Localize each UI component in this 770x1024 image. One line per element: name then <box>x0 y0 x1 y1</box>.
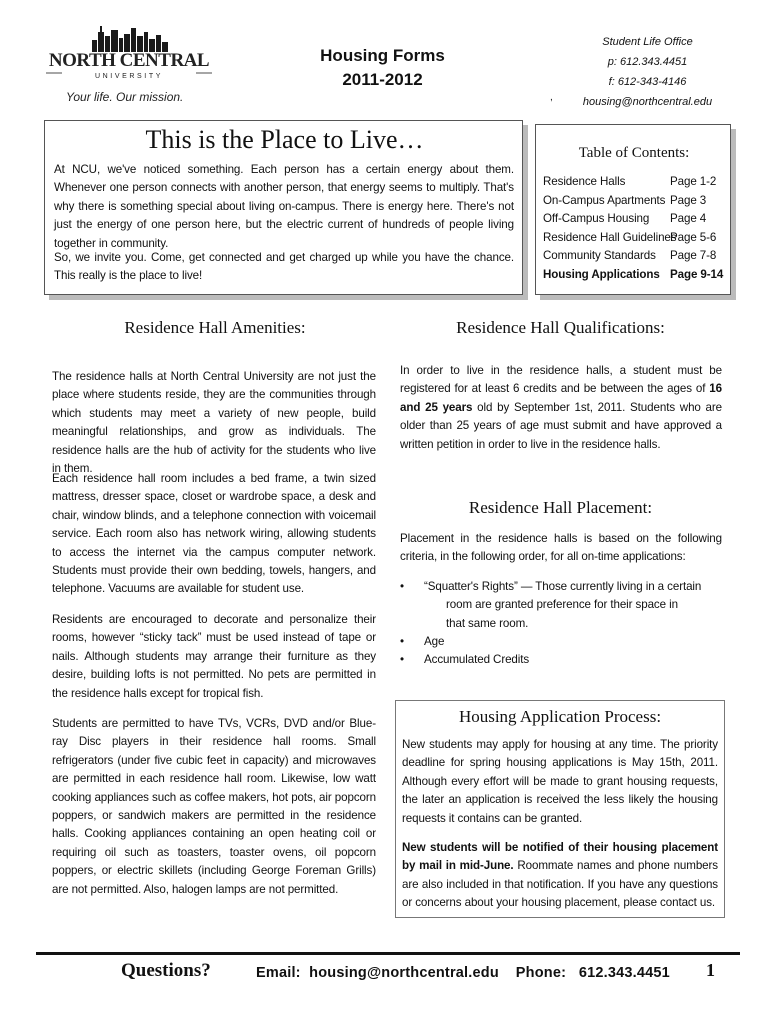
office-fax: f: 612-343-4146 <box>608 76 687 88</box>
application-paragraph-2 <box>402 839 718 913</box>
toc-row[interactable] <box>543 173 729 191</box>
office-name: Student Life Office <box>602 36 693 48</box>
bullet-dot: • <box>400 635 404 648</box>
toc-page: Page 4 <box>670 212 707 225</box>
logo-university: UNIVERSITY <box>94 73 163 80</box>
toc-row[interactable] <box>543 247 729 265</box>
placement-bullet-squatters-rights <box>400 578 722 634</box>
toc-label: Off-Campus Housing <box>543 212 650 225</box>
application-paragraph-1: New students may apply for housing at any time. The priority deadline for spring housing applications is May 15th, 2011. Although every effort will be made to grant housing requests, the later an application is received the less likely the housing requests it contains can be granted. <box>402 738 718 825</box>
toc-row[interactable] <box>543 229 729 247</box>
intro-title: This is the Place to Live… <box>145 125 424 154</box>
placement-intro: Placement in the residence halls is based on the following criteria, in the following order, for all on-time applications: <box>400 532 722 564</box>
logo-wordmark: NORTH CENTRAL <box>48 50 210 71</box>
intro-paragraph-2: So, we invite you. Come, get connected and get charged up while you have the chance. This really is the place to live! <box>54 251 514 283</box>
footer-divider <box>36 952 740 955</box>
toc-label: On-Campus Apartments <box>543 193 666 207</box>
amenities-heading: Residence Hall Amenities: <box>124 318 306 337</box>
intro-paragraph-1: At NCU, we've noticed something. Each person has a certain energy about them. Whenever one person connects with another person, that energy seems to multiply. That's why there is something special about living on-campus. There is energy here. There's not just the energy of one person here, but the electric current of hundreds of people living together in community. <box>54 163 514 250</box>
bullet-text-line1: “Squatter's Rights” — Those currently living in a certain <box>424 580 702 593</box>
toc-row[interactable] <box>543 192 729 210</box>
page-number: 1 <box>706 960 715 980</box>
toc-page: Page 9-14 <box>670 267 724 281</box>
stray-mark: , <box>550 92 553 103</box>
document-title <box>300 44 465 92</box>
application-heading: Housing Application Process: <box>458 707 662 726</box>
amenities-paragraph-1: The residence halls at North Central University are not just the place where students reside, they are the communities through which students may meet a variety of new people, build meaningful relationships, and grow as individuals. The residence halls are the hub of activity for the students who live in them. <box>52 370 376 476</box>
application-process-box <box>395 700 725 918</box>
footer-questions-label: Questions? <box>121 960 211 981</box>
application-notification-notice: New students will be notified of their housing placement by mail in mid-June. <box>402 841 718 873</box>
toc-title: Table of Contents: <box>578 145 690 161</box>
placement-bullet-credits <box>400 651 722 669</box>
toc-label: Residence Hall Guidelines <box>543 230 677 244</box>
bullet-text: Accumulated Credits <box>424 653 530 666</box>
toc-label: Community Standards <box>543 249 656 262</box>
qualifications-heading: Residence Hall Qualifications: <box>456 318 665 337</box>
office-phone: p: 612.343.4451 <box>607 56 688 68</box>
toc-page: Page 5-6 <box>670 230 717 244</box>
toc-page: Page 1-2 <box>670 175 717 188</box>
bullet-dot: • <box>400 580 404 593</box>
bullet-text-line2: room are granted preference for their space in <box>446 598 678 612</box>
toc-label: Residence Halls <box>543 175 626 188</box>
amenities-paragraph-2: Each residence hall room includes a bed frame, a twin sized mattress, dresser space, closet or wardrobe space, a desk and chair, window blinds, and a telephone connection with voicemail service. Each room also has network wiring, allowing students to access the internet via the campus computer network. Students must provide their own bedding, towels, hangers, and telephone. Vacuums are available for student use. <box>52 472 376 596</box>
qualifications-paragraph <box>400 362 722 454</box>
toc-page: Page 7-8 <box>670 249 717 262</box>
bullet-text: Age <box>424 635 445 648</box>
table-of-contents <box>535 124 731 295</box>
toc-label: Housing Applications <box>543 267 660 281</box>
application-paragraph-2-rest: Roommate names and phone numbers are also included in that notification. If you have any questions or concerns about your housing placement, please contact us. <box>402 859 718 910</box>
document-title-year: 2011-2012 <box>342 70 423 89</box>
bullet-text-line3: that same room. <box>446 616 529 630</box>
placement-bullet-age <box>400 633 722 651</box>
amenities-paragraph-4: Students are permitted to have TVs, VCRs, DVD and/or Blue-ray Disc players in their residence hall rooms. Small refrigerators (under five cubic feet in capacity) and microwaves are permitted in each residence hall room. Likewise, low watt cooking appliances such as coffee makers, hot pots, air popcorn poppers, or sandwich makers are permitted in the residence halls. Cooking appliances containing an open heating coil or requiring oil such as toasters, toaster ovens, oil popcorn poppers, or electric skillets (including George Foreman Grills) are not permitted. Also, halogen lamps are not permitted. <box>52 717 376 896</box>
qualifications-text-after: old by September 1st, 2011. Students who are older than 25 years of age must submit and have approved a written petition in order to live in the residence halls. <box>400 400 723 451</box>
office-email[interactable]: housing@northcentral.edu <box>582 96 713 108</box>
document-title-line1: Housing Forms <box>320 46 445 65</box>
office-contact-block <box>560 32 735 112</box>
toc-page: Page 3 <box>670 193 707 207</box>
qualifications-text-before: In order to live in the residence halls, a student must be registered for at least 6 credits and be between the ages of <box>400 364 722 396</box>
placement-heading: Residence Hall Placement: <box>468 498 653 517</box>
toc-row[interactable] <box>543 266 729 284</box>
bullet-dot: • <box>400 653 404 666</box>
logo-tagline: Your life. Our mission. <box>66 90 184 104</box>
intro-box <box>44 120 523 295</box>
footer-contact[interactable]: Email: housing@northcentral.edu Phone: 612.343.4451 <box>256 965 670 981</box>
toc-row[interactable] <box>543 210 729 228</box>
qualifications-age-range: 16 and 25 years <box>400 382 722 414</box>
amenities-paragraph-3: Residents are encouraged to decorate and personalize their rooms, however “sticky tack” must be used instead of tape or nails. Although students may arrange their furniture as they desire, building lofts is not permitted. No pets are permitted in the residence halls except for tropical fish. <box>52 613 376 700</box>
